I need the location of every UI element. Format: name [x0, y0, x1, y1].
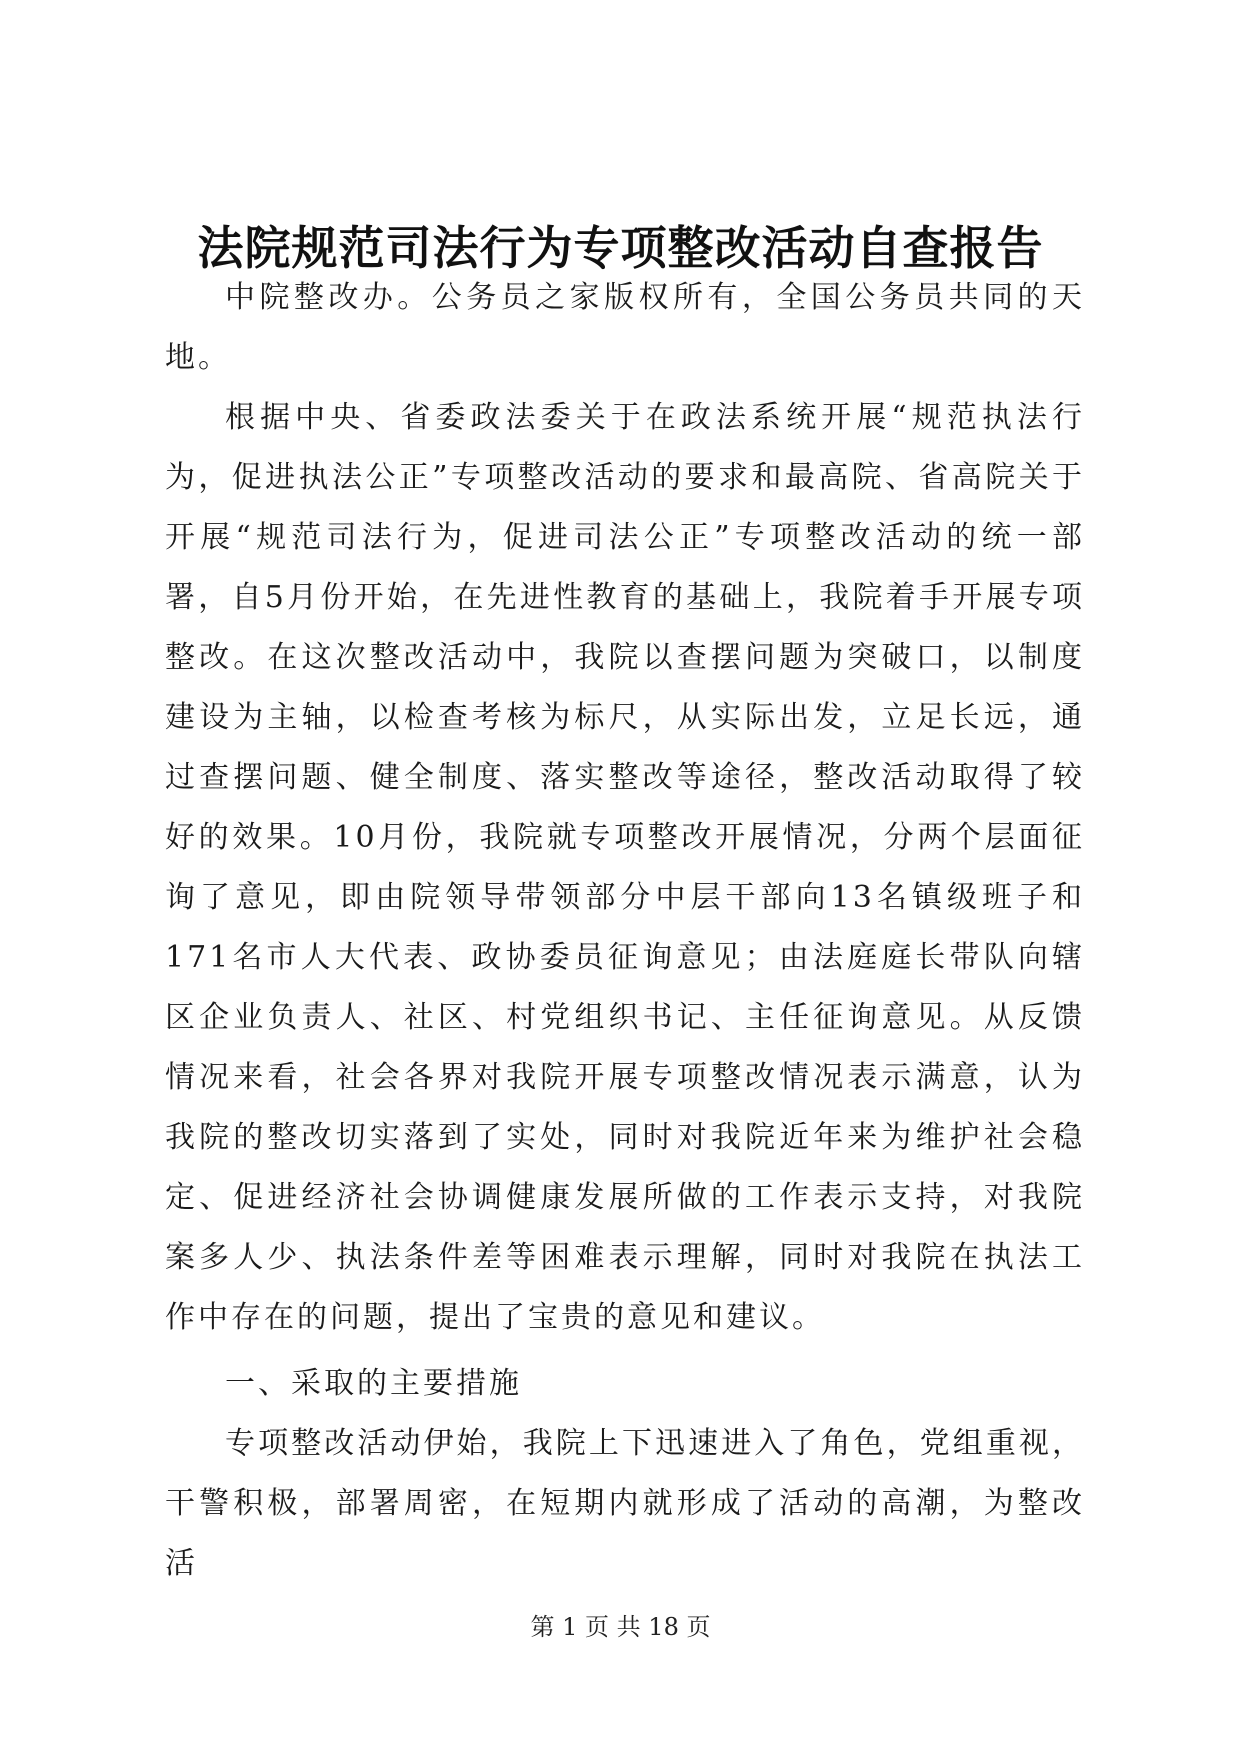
paragraph-intro: 中院整改办。公务员之家版权所有，全国公务员共同的天地。	[165, 280, 1085, 375]
page-footer: 第 1 页 共 18 页	[530, 1613, 711, 1641]
section-heading: 一、采取的主要措施	[225, 1366, 522, 1401]
paragraph-main: 根据中央、省委政法委关于在政法系统开展“规范执法行为，促进执法公正”专项整改活动的要求和最高院、省高院关于开展“规范司法行为，促进司法公正”专项整改活动的统一部署，自5月份开始，在先进性教育的基础上，我院着手开展专项整改。在这次整改活动中，我院以查摆问题为突破口，以制度建设为主轴，以检查考核为标尺，从实际出发，立足长远，通过查摆问题、健全制度、落实整改等途径，整改活动取得了较好的效果。10月份，我院就专项整改开展情况，分两个层面征询了意见，即由院领导带领部分中层干部向13名镇级班子和171名市人大代表、政协委员征询意见；由法庭庭长带队向辖区企业负责人、社区、村党组织书记、主任征询意见。从反馈情况来看，社会各界对我院开展专项整改情况表示满意，认为我院的整改切实落到了实处，同时对我院近年来为维护社会稳定、促进经济社会协调健康发展所做的工作表示支持，对我院案多人少、执法条件差等困难表示理解，同时对我院在执法工作中存在的问题，提出了宝贵的意见和建议。	[165, 400, 1085, 1335]
document-title: 法院规范司法行为专项整改活动自查报告	[197, 221, 1044, 275]
document-body	[165, 268, 1085, 1594]
paragraph-measures: 专项整改活动伊始，我院上下迅速进入了角色，党组重视，干警积极，部署周密，在短期内就形成了活动的高潮，为整改活	[165, 1426, 1085, 1581]
